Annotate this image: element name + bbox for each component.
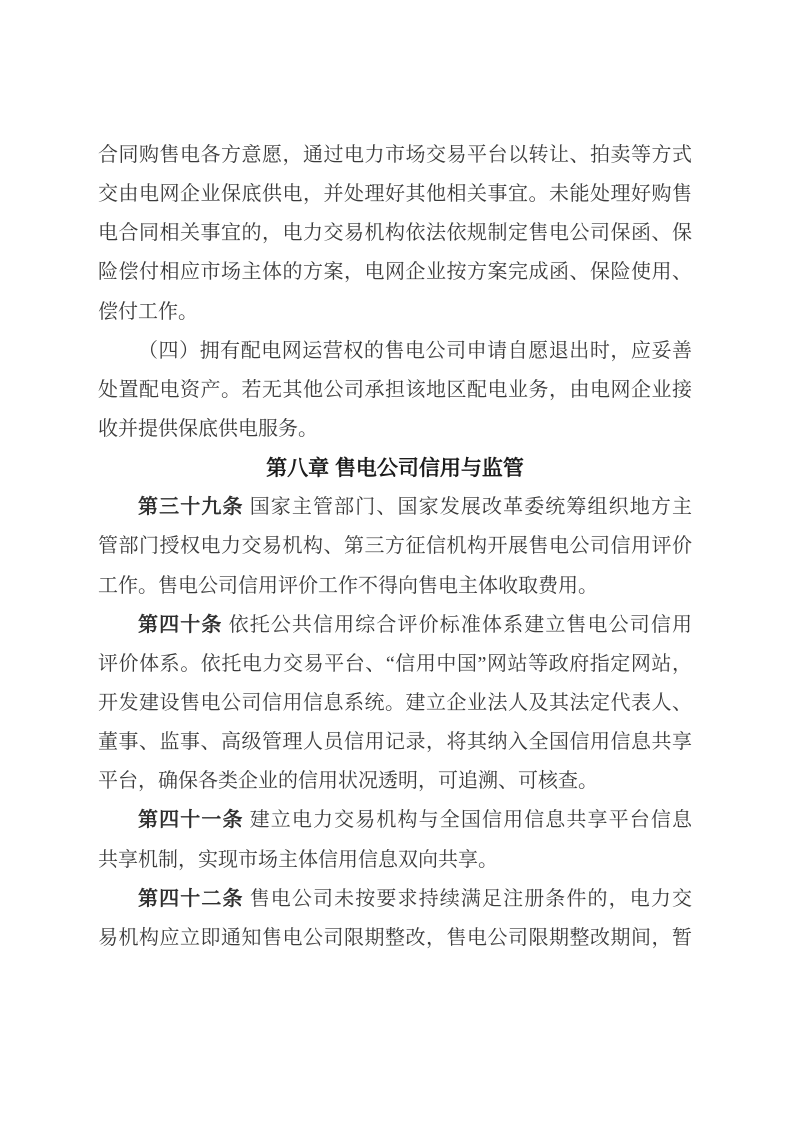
article-number: 第四十一条 <box>138 809 244 832</box>
text-segment: 工作。售电公司信用评价工作不得向售电主体收取费用。 <box>98 574 598 597</box>
document-text-block <box>98 136 692 958</box>
text-line <box>98 253 692 292</box>
text-segment: 合同购售电各方意愿，通过电力市场交易平台以转让、拍卖等方式 <box>98 144 692 166</box>
text-segment: 易机构应立即通知售电公司限期整改，售电公司限期整改期间，暂 <box>98 926 692 949</box>
text-segment: 管部门授权电力交易机构、第三方征信机构开展售电公司信用评价 <box>98 535 692 558</box>
text-line <box>98 723 692 762</box>
text-line <box>98 214 692 253</box>
article-number: 第四十条 <box>138 613 223 636</box>
text-segment: 险偿付相应市场主体的方案，电网企业按方案完成函、保险使用、 <box>98 261 692 284</box>
text-line <box>98 567 692 606</box>
text-line <box>98 527 692 566</box>
text-line <box>98 293 692 332</box>
text-segment: 建立电力交易机构与全国信用信息共享平台信息 <box>243 809 692 832</box>
text-segment: 共享机制，实现市场主体信用信息双向共享。 <box>98 848 498 871</box>
text-line <box>98 880 692 919</box>
text-segment: 交由电网企业保底供电，并处理好其他相关事宜。未能处理好购售 <box>98 183 692 206</box>
article-number: 第四十二条 <box>138 887 244 910</box>
text-line <box>98 332 692 371</box>
text-segment: 电合同相关事宜的，电力交易机构依法依规制定售电公司保函、保 <box>98 222 692 245</box>
text-segment: 国家主管部门、国家发展改革委统筹组织地方主 <box>243 496 692 519</box>
text-line <box>98 606 692 645</box>
text-segment: 评价体系。依托电力交易平台、“信用中国”网站等政府指定网站， <box>98 652 692 675</box>
text-segment: 开发建设售电公司信用信息系统。建立企业法人及其法定代表人、 <box>98 691 692 714</box>
text-line <box>98 371 692 410</box>
text-line <box>98 410 692 449</box>
text-line <box>98 841 692 880</box>
text-line <box>98 919 692 958</box>
chapter-heading: 第八章 售电公司信用与监管 <box>266 457 524 481</box>
text-segment: 处置配电资产。若无其他公司承担该地区配电业务，由电网企业接 <box>98 378 692 401</box>
text-line <box>98 684 692 723</box>
text-line <box>98 175 692 214</box>
text-segment: 偿付工作。 <box>98 300 198 323</box>
text-segment: 董事、监事、高级管理人员信用记录，将其纳入全国信用信息共享 <box>98 731 692 754</box>
text-line <box>98 488 692 527</box>
article-number: 第三十九条 <box>138 496 244 519</box>
text-line <box>98 136 692 175</box>
text-segment: 售电公司未按要求持续满足注册条件的，电力交 <box>243 887 692 910</box>
text-segment: 平台，确保各类企业的信用状况透明，可追溯、可核查。 <box>98 770 598 793</box>
text-segment: 依托公共信用综合评价标准体系建立售电公司信用 <box>222 613 692 636</box>
text-line <box>98 801 692 840</box>
text-line <box>98 645 692 684</box>
text-segment: 收并提供保底供电服务。 <box>98 417 318 440</box>
text-segment: （四）拥有配电网运营权的售电公司申请自愿退出时，应妥善 <box>138 339 692 362</box>
text-line <box>98 762 692 801</box>
